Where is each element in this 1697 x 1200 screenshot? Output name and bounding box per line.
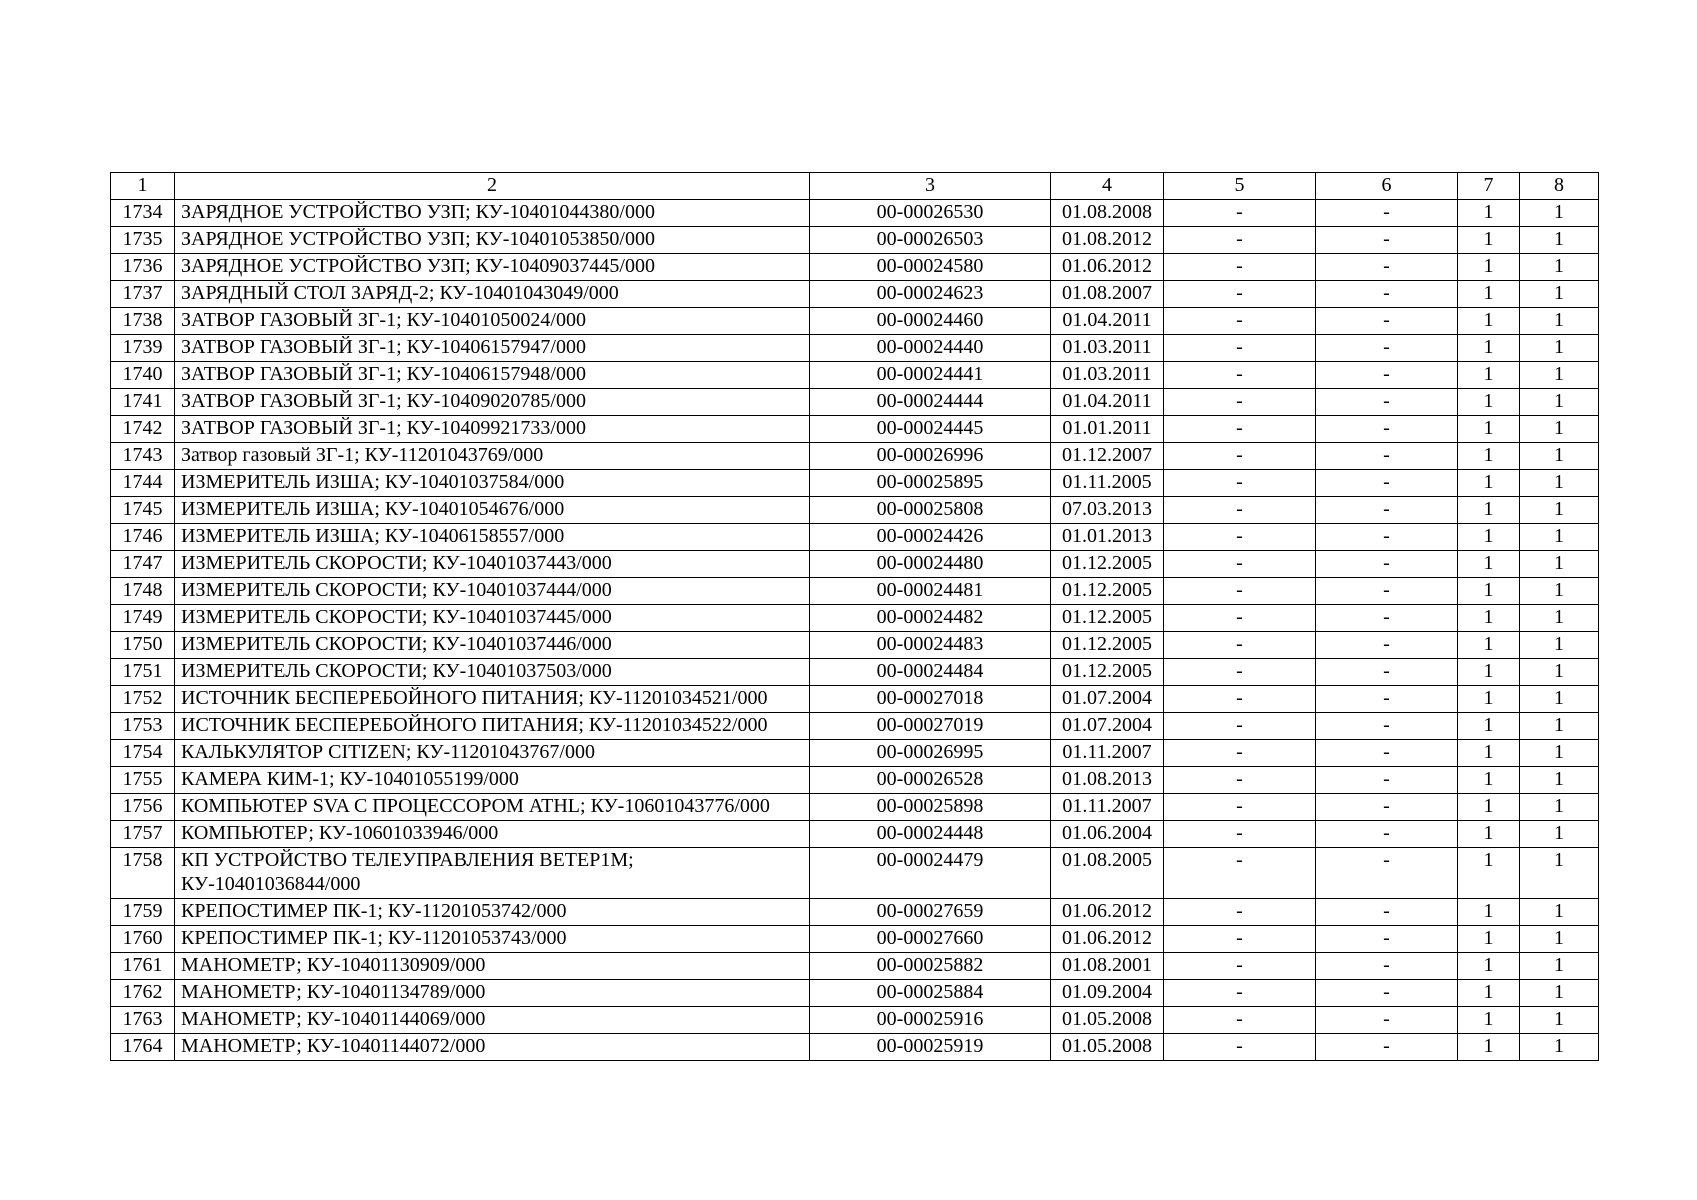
item-name: ИЗМЕРИТЕЛЬ СКОРОСТИ; КУ-10401037445/000 — [175, 605, 810, 632]
col-6-value: - — [1316, 632, 1458, 659]
date: 01.06.2012 — [1051, 254, 1164, 281]
row-number: 1756 — [111, 794, 175, 821]
col-7-value: 1 — [1458, 686, 1520, 713]
col-5-value: - — [1164, 335, 1316, 362]
row-number: 1744 — [111, 470, 175, 497]
col-7-value: 1 — [1458, 740, 1520, 767]
col-5-value: - — [1164, 848, 1316, 899]
item-name: ИСТОЧНИК БЕСПЕРЕБОЙНОГО ПИТАНИЯ; КУ-11201034522/000 — [175, 713, 810, 740]
row-number: 1761 — [111, 953, 175, 980]
inventory-number: 00-00024448 — [810, 821, 1051, 848]
row-number: 1734 — [111, 200, 175, 227]
inventory-number: 00-00024441 — [810, 362, 1051, 389]
inventory-number: 00-00024482 — [810, 605, 1051, 632]
row-number: 1753 — [111, 713, 175, 740]
date: 01.08.2007 — [1051, 281, 1164, 308]
table-row — [111, 686, 1599, 713]
col-7-value: 1 — [1458, 767, 1520, 794]
col-7-value: 1 — [1458, 254, 1520, 281]
table-row — [111, 227, 1599, 254]
row-number: 1739 — [111, 335, 175, 362]
col-5-value: - — [1164, 632, 1316, 659]
date: 01.05.2008 — [1051, 1007, 1164, 1034]
col-5-value: - — [1164, 578, 1316, 605]
col-5-value: - — [1164, 686, 1316, 713]
row-number: 1748 — [111, 578, 175, 605]
col-6-value: - — [1316, 1034, 1458, 1061]
document-sheet — [110, 172, 1598, 1061]
item-name: МАНОМЕТР; КУ-10401130909/000 — [175, 953, 810, 980]
table-row — [111, 659, 1599, 686]
inventory-number: 00-00027659 — [810, 899, 1051, 926]
item-name: ИЗМЕРИТЕЛЬ ИЗША; КУ-10406158557/000 — [175, 524, 810, 551]
col-7-value: 1 — [1458, 551, 1520, 578]
col-7-value: 1 — [1458, 926, 1520, 953]
col-7-value: 1 — [1458, 362, 1520, 389]
table-row — [111, 389, 1599, 416]
row-number: 1757 — [111, 821, 175, 848]
col-6-value: - — [1316, 200, 1458, 227]
header-cell-3: 3 — [810, 173, 1051, 200]
col-8-value: 1 — [1520, 953, 1599, 980]
col-5-value: - — [1164, 389, 1316, 416]
header-cell-2: 2 — [175, 173, 810, 200]
table-row — [111, 551, 1599, 578]
item-name: ИЗМЕРИТЕЛЬ СКОРОСТИ; КУ-10401037503/000 — [175, 659, 810, 686]
col-6-value: - — [1316, 362, 1458, 389]
inventory-number: 00-00024481 — [810, 578, 1051, 605]
inventory-number: 00-00024440 — [810, 335, 1051, 362]
row-number: 1749 — [111, 605, 175, 632]
inventory-number: 00-00024479 — [810, 848, 1051, 899]
inventory-number: 00-00024445 — [810, 416, 1051, 443]
date: 01.12.2005 — [1051, 632, 1164, 659]
col-6-value: - — [1316, 848, 1458, 899]
col-8-value: 1 — [1520, 524, 1599, 551]
col-5-value: - — [1164, 362, 1316, 389]
col-5-value: - — [1164, 497, 1316, 524]
inventory-number: 00-00024484 — [810, 659, 1051, 686]
col-6-value: - — [1316, 470, 1458, 497]
col-7-value: 1 — [1458, 899, 1520, 926]
date: 01.03.2011 — [1051, 362, 1164, 389]
col-7-value: 1 — [1458, 497, 1520, 524]
col-5-value: - — [1164, 659, 1316, 686]
col-5-value: - — [1164, 740, 1316, 767]
item-name: ИЗМЕРИТЕЛЬ ИЗША; КУ-10401054676/000 — [175, 497, 810, 524]
table-row — [111, 953, 1599, 980]
row-number: 1754 — [111, 740, 175, 767]
inventory-number: 00-00025919 — [810, 1034, 1051, 1061]
col-5-value: - — [1164, 200, 1316, 227]
item-name: ИСТОЧНИК БЕСПЕРЕБОЙНОГО ПИТАНИЯ; КУ-11201034521/000 — [175, 686, 810, 713]
col-8-value: 1 — [1520, 686, 1599, 713]
col-6-value: - — [1316, 686, 1458, 713]
inventory-number: 00-00024623 — [810, 281, 1051, 308]
header-cell-7: 7 — [1458, 173, 1520, 200]
col-8-value: 1 — [1520, 605, 1599, 632]
row-number: 1755 — [111, 767, 175, 794]
col-5-value: - — [1164, 1007, 1316, 1034]
row-number: 1742 — [111, 416, 175, 443]
header-cell-8: 8 — [1520, 173, 1599, 200]
col-8-value: 1 — [1520, 254, 1599, 281]
item-name: ЗАРЯДНОЕ УСТРОЙСТВО УЗП; КУ-10409037445/000 — [175, 254, 810, 281]
date: 01.08.2001 — [1051, 953, 1164, 980]
col-6-value: - — [1316, 389, 1458, 416]
row-number: 1738 — [111, 308, 175, 335]
col-6-value: - — [1316, 605, 1458, 632]
col-5-value: - — [1164, 524, 1316, 551]
col-6-value: - — [1316, 767, 1458, 794]
col-5-value: - — [1164, 281, 1316, 308]
date: 01.01.2011 — [1051, 416, 1164, 443]
date: 01.12.2005 — [1051, 605, 1164, 632]
date: 07.03.2013 — [1051, 497, 1164, 524]
item-name: ИЗМЕРИТЕЛЬ СКОРОСТИ; КУ-10401037443/000 — [175, 551, 810, 578]
inventory-number: 00-00027018 — [810, 686, 1051, 713]
date: 01.11.2007 — [1051, 794, 1164, 821]
inventory-number: 00-00025882 — [810, 953, 1051, 980]
col-6-value: - — [1316, 821, 1458, 848]
table-row — [111, 443, 1599, 470]
table-row — [111, 254, 1599, 281]
col-7-value: 1 — [1458, 632, 1520, 659]
col-7-value: 1 — [1458, 659, 1520, 686]
col-6-value: - — [1316, 659, 1458, 686]
col-6-value: - — [1316, 227, 1458, 254]
col-7-value: 1 — [1458, 335, 1520, 362]
col-6-value: - — [1316, 281, 1458, 308]
col-6-value: - — [1316, 308, 1458, 335]
table-row — [111, 926, 1599, 953]
row-number: 1737 — [111, 281, 175, 308]
inventory-number: 00-00024460 — [810, 308, 1051, 335]
col-8-value: 1 — [1520, 821, 1599, 848]
row-number: 1764 — [111, 1034, 175, 1061]
col-7-value: 1 — [1458, 713, 1520, 740]
table-row — [111, 200, 1599, 227]
item-name: ЗАРЯДНОЕ УСТРОЙСТВО УЗП; КУ-10401053850/000 — [175, 227, 810, 254]
col-5-value: - — [1164, 551, 1316, 578]
col-6-value: - — [1316, 980, 1458, 1007]
item-name: МАНОМЕТР; КУ-10401134789/000 — [175, 980, 810, 1007]
date: 01.12.2007 — [1051, 443, 1164, 470]
item-name: КРЕПОСТИМЕР ПК-1; КУ-11201053742/000 — [175, 899, 810, 926]
col-7-value: 1 — [1458, 524, 1520, 551]
row-number: 1746 — [111, 524, 175, 551]
inventory-number: 00-00026503 — [810, 227, 1051, 254]
col-6-value: - — [1316, 899, 1458, 926]
col-6-value: - — [1316, 740, 1458, 767]
col-8-value: 1 — [1520, 740, 1599, 767]
item-name: ЗАТВОР ГАЗОВЫЙ ЗГ-1; КУ-10406157947/000 — [175, 335, 810, 362]
table-row — [111, 740, 1599, 767]
col-5-value: - — [1164, 821, 1316, 848]
row-number: 1752 — [111, 686, 175, 713]
col-5-value: - — [1164, 254, 1316, 281]
row-number: 1747 — [111, 551, 175, 578]
table-row — [111, 605, 1599, 632]
col-5-value: - — [1164, 713, 1316, 740]
inventory-table — [110, 172, 1599, 1061]
table-row — [111, 524, 1599, 551]
date: 01.08.2013 — [1051, 767, 1164, 794]
date: 01.06.2012 — [1051, 899, 1164, 926]
col-6-value: - — [1316, 524, 1458, 551]
col-7-value: 1 — [1458, 821, 1520, 848]
col-8-value: 1 — [1520, 281, 1599, 308]
item-name: КОМПЬЮТЕР SVA С ПРОЦЕССОРОМ ATHL; КУ-10601043776/000 — [175, 794, 810, 821]
date: 01.12.2005 — [1051, 551, 1164, 578]
col-5-value: - — [1164, 416, 1316, 443]
table-row — [111, 362, 1599, 389]
table-body — [111, 200, 1599, 1061]
col-7-value: 1 — [1458, 848, 1520, 899]
inventory-number: 00-00026996 — [810, 443, 1051, 470]
col-8-value: 1 — [1520, 497, 1599, 524]
col-7-value: 1 — [1458, 605, 1520, 632]
col-5-value: - — [1164, 767, 1316, 794]
date: 01.07.2004 — [1051, 686, 1164, 713]
inventory-number: 00-00024444 — [810, 389, 1051, 416]
col-8-value: 1 — [1520, 227, 1599, 254]
col-8-value: 1 — [1520, 794, 1599, 821]
col-6-value: - — [1316, 254, 1458, 281]
col-6-value: - — [1316, 416, 1458, 443]
col-8-value: 1 — [1520, 362, 1599, 389]
col-8-value: 1 — [1520, 335, 1599, 362]
row-number: 1762 — [111, 980, 175, 1007]
row-number: 1758 — [111, 848, 175, 899]
col-5-value: - — [1164, 227, 1316, 254]
col-6-value: - — [1316, 926, 1458, 953]
table-row — [111, 794, 1599, 821]
inventory-number: 00-00025916 — [810, 1007, 1051, 1034]
col-8-value: 1 — [1520, 578, 1599, 605]
item-name: Затвор газовый ЗГ-1; КУ-11201043769/000 — [175, 443, 810, 470]
inventory-number: 00-00024426 — [810, 524, 1051, 551]
col-6-value: - — [1316, 794, 1458, 821]
item-name: МАНОМЕТР; КУ-10401144072/000 — [175, 1034, 810, 1061]
date: 01.08.2008 — [1051, 200, 1164, 227]
date: 01.01.2013 — [1051, 524, 1164, 551]
col-5-value: - — [1164, 899, 1316, 926]
col-6-value: - — [1316, 1007, 1458, 1034]
col-5-value: - — [1164, 308, 1316, 335]
col-5-value: - — [1164, 605, 1316, 632]
col-6-value: - — [1316, 497, 1458, 524]
col-7-value: 1 — [1458, 578, 1520, 605]
col-6-value: - — [1316, 953, 1458, 980]
date: 01.07.2004 — [1051, 713, 1164, 740]
table-row — [111, 821, 1599, 848]
row-number: 1751 — [111, 659, 175, 686]
col-5-value: - — [1164, 953, 1316, 980]
table-row — [111, 416, 1599, 443]
inventory-number: 00-00026995 — [810, 740, 1051, 767]
date: 01.11.2007 — [1051, 740, 1164, 767]
inventory-number: 00-00024580 — [810, 254, 1051, 281]
item-name: КАЛЬКУЛЯТОР CITIZEN; КУ-11201043767/000 — [175, 740, 810, 767]
col-8-value: 1 — [1520, 848, 1599, 899]
col-8-value: 1 — [1520, 443, 1599, 470]
col-8-value: 1 — [1520, 551, 1599, 578]
table-row — [111, 1007, 1599, 1034]
table-row — [111, 470, 1599, 497]
item-name: ИЗМЕРИТЕЛЬ ИЗША; КУ-10401037584/000 — [175, 470, 810, 497]
col-7-value: 1 — [1458, 794, 1520, 821]
item-name: ЗАТВОР ГАЗОВЫЙ ЗГ-1; КУ-10401050024/000 — [175, 308, 810, 335]
date: 01.08.2012 — [1051, 227, 1164, 254]
col-8-value: 1 — [1520, 389, 1599, 416]
row-number: 1745 — [111, 497, 175, 524]
col-8-value: 1 — [1520, 416, 1599, 443]
col-8-value: 1 — [1520, 713, 1599, 740]
date: 01.11.2005 — [1051, 470, 1164, 497]
col-7-value: 1 — [1458, 443, 1520, 470]
col-8-value: 1 — [1520, 470, 1599, 497]
col-6-value: - — [1316, 551, 1458, 578]
header-cell-1: 1 — [111, 173, 175, 200]
inventory-number: 00-00025884 — [810, 980, 1051, 1007]
row-number: 1760 — [111, 926, 175, 953]
table-row — [111, 632, 1599, 659]
col-8-value: 1 — [1520, 1034, 1599, 1061]
table-row — [111, 1034, 1599, 1061]
col-7-value: 1 — [1458, 389, 1520, 416]
item-name: ЗАТВОР ГАЗОВЫЙ ЗГ-1; КУ-10406157948/000 — [175, 362, 810, 389]
date: 01.06.2004 — [1051, 821, 1164, 848]
inventory-number: 00-00024480 — [810, 551, 1051, 578]
table-row — [111, 713, 1599, 740]
row-number: 1741 — [111, 389, 175, 416]
col-7-value: 1 — [1458, 470, 1520, 497]
inventory-number: 00-00025808 — [810, 497, 1051, 524]
date: 01.06.2012 — [1051, 926, 1164, 953]
row-number: 1736 — [111, 254, 175, 281]
table-header — [111, 173, 1599, 200]
table-row — [111, 848, 1599, 899]
col-7-value: 1 — [1458, 1007, 1520, 1034]
header-cell-4: 4 — [1051, 173, 1164, 200]
col-8-value: 1 — [1520, 659, 1599, 686]
inventory-number: 00-00026528 — [810, 767, 1051, 794]
col-7-value: 1 — [1458, 980, 1520, 1007]
col-5-value: - — [1164, 443, 1316, 470]
col-7-value: 1 — [1458, 953, 1520, 980]
col-5-value: - — [1164, 980, 1316, 1007]
col-8-value: 1 — [1520, 980, 1599, 1007]
item-name: КРЕПОСТИМЕР ПК-1; КУ-11201053743/000 — [175, 926, 810, 953]
col-6-value: - — [1316, 578, 1458, 605]
item-name: ЗАТВОР ГАЗОВЫЙ ЗГ-1; КУ-10409020785/000 — [175, 389, 810, 416]
table-row — [111, 335, 1599, 362]
col-8-value: 1 — [1520, 308, 1599, 335]
col-8-value: 1 — [1520, 767, 1599, 794]
inventory-number: 00-00025895 — [810, 470, 1051, 497]
col-7-value: 1 — [1458, 1034, 1520, 1061]
col-5-value: - — [1164, 926, 1316, 953]
row-number: 1743 — [111, 443, 175, 470]
table-row — [111, 497, 1599, 524]
row-number: 1740 — [111, 362, 175, 389]
table-row — [111, 308, 1599, 335]
table-row — [111, 578, 1599, 605]
row-number: 1750 — [111, 632, 175, 659]
row-number: 1763 — [111, 1007, 175, 1034]
col-8-value: 1 — [1520, 1007, 1599, 1034]
item-name: МАНОМЕТР; КУ-10401144069/000 — [175, 1007, 810, 1034]
item-name: КАМЕРА КИМ-1; КУ-10401055199/000 — [175, 767, 810, 794]
inventory-number: 00-00026530 — [810, 200, 1051, 227]
date: 01.04.2011 — [1051, 308, 1164, 335]
date: 01.04.2011 — [1051, 389, 1164, 416]
col-6-value: - — [1316, 335, 1458, 362]
col-5-value: - — [1164, 794, 1316, 821]
inventory-number: 00-00027660 — [810, 926, 1051, 953]
col-6-value: - — [1316, 713, 1458, 740]
col-7-value: 1 — [1458, 200, 1520, 227]
date: 01.08.2005 — [1051, 848, 1164, 899]
date: 01.03.2011 — [1051, 335, 1164, 362]
header-cell-6: 6 — [1316, 173, 1458, 200]
date: 01.12.2005 — [1051, 659, 1164, 686]
col-8-value: 1 — [1520, 200, 1599, 227]
date: 01.12.2005 — [1051, 578, 1164, 605]
row-number: 1759 — [111, 899, 175, 926]
col-8-value: 1 — [1520, 632, 1599, 659]
table-row — [111, 980, 1599, 1007]
item-name: КОМПЬЮТЕР; КУ-10601033946/000 — [175, 821, 810, 848]
item-name: ЗАРЯДНОЕ УСТРОЙСТВО УЗП; КУ-10401044380/000 — [175, 200, 810, 227]
item-name: КП УСТРОЙСТВО ТЕЛЕУПРАВЛЕНИЯ ВЕТЕР1М; КУ-10401036844/000 — [175, 848, 810, 899]
col-7-value: 1 — [1458, 308, 1520, 335]
header-row — [111, 173, 1599, 200]
item-name: ЗАТВОР ГАЗОВЫЙ ЗГ-1; КУ-10409921733/000 — [175, 416, 810, 443]
inventory-number: 00-00025898 — [810, 794, 1051, 821]
inventory-number: 00-00027019 — [810, 713, 1051, 740]
col-8-value: 1 — [1520, 899, 1599, 926]
col-6-value: - — [1316, 443, 1458, 470]
table-row — [111, 767, 1599, 794]
col-7-value: 1 — [1458, 227, 1520, 254]
item-name: ИЗМЕРИТЕЛЬ СКОРОСТИ; КУ-10401037444/000 — [175, 578, 810, 605]
inventory-number: 00-00024483 — [810, 632, 1051, 659]
col-5-value: - — [1164, 1034, 1316, 1061]
col-5-value: - — [1164, 470, 1316, 497]
table-row — [111, 899, 1599, 926]
header-cell-5: 5 — [1164, 173, 1316, 200]
col-8-value: 1 — [1520, 926, 1599, 953]
date: 01.09.2004 — [1051, 980, 1164, 1007]
date: 01.05.2008 — [1051, 1034, 1164, 1061]
col-7-value: 1 — [1458, 416, 1520, 443]
item-name: ЗАРЯДНЫЙ СТОЛ ЗАРЯД-2; КУ-10401043049/000 — [175, 281, 810, 308]
col-7-value: 1 — [1458, 281, 1520, 308]
item-name: ИЗМЕРИТЕЛЬ СКОРОСТИ; КУ-10401037446/000 — [175, 632, 810, 659]
row-number: 1735 — [111, 227, 175, 254]
table-row — [111, 281, 1599, 308]
